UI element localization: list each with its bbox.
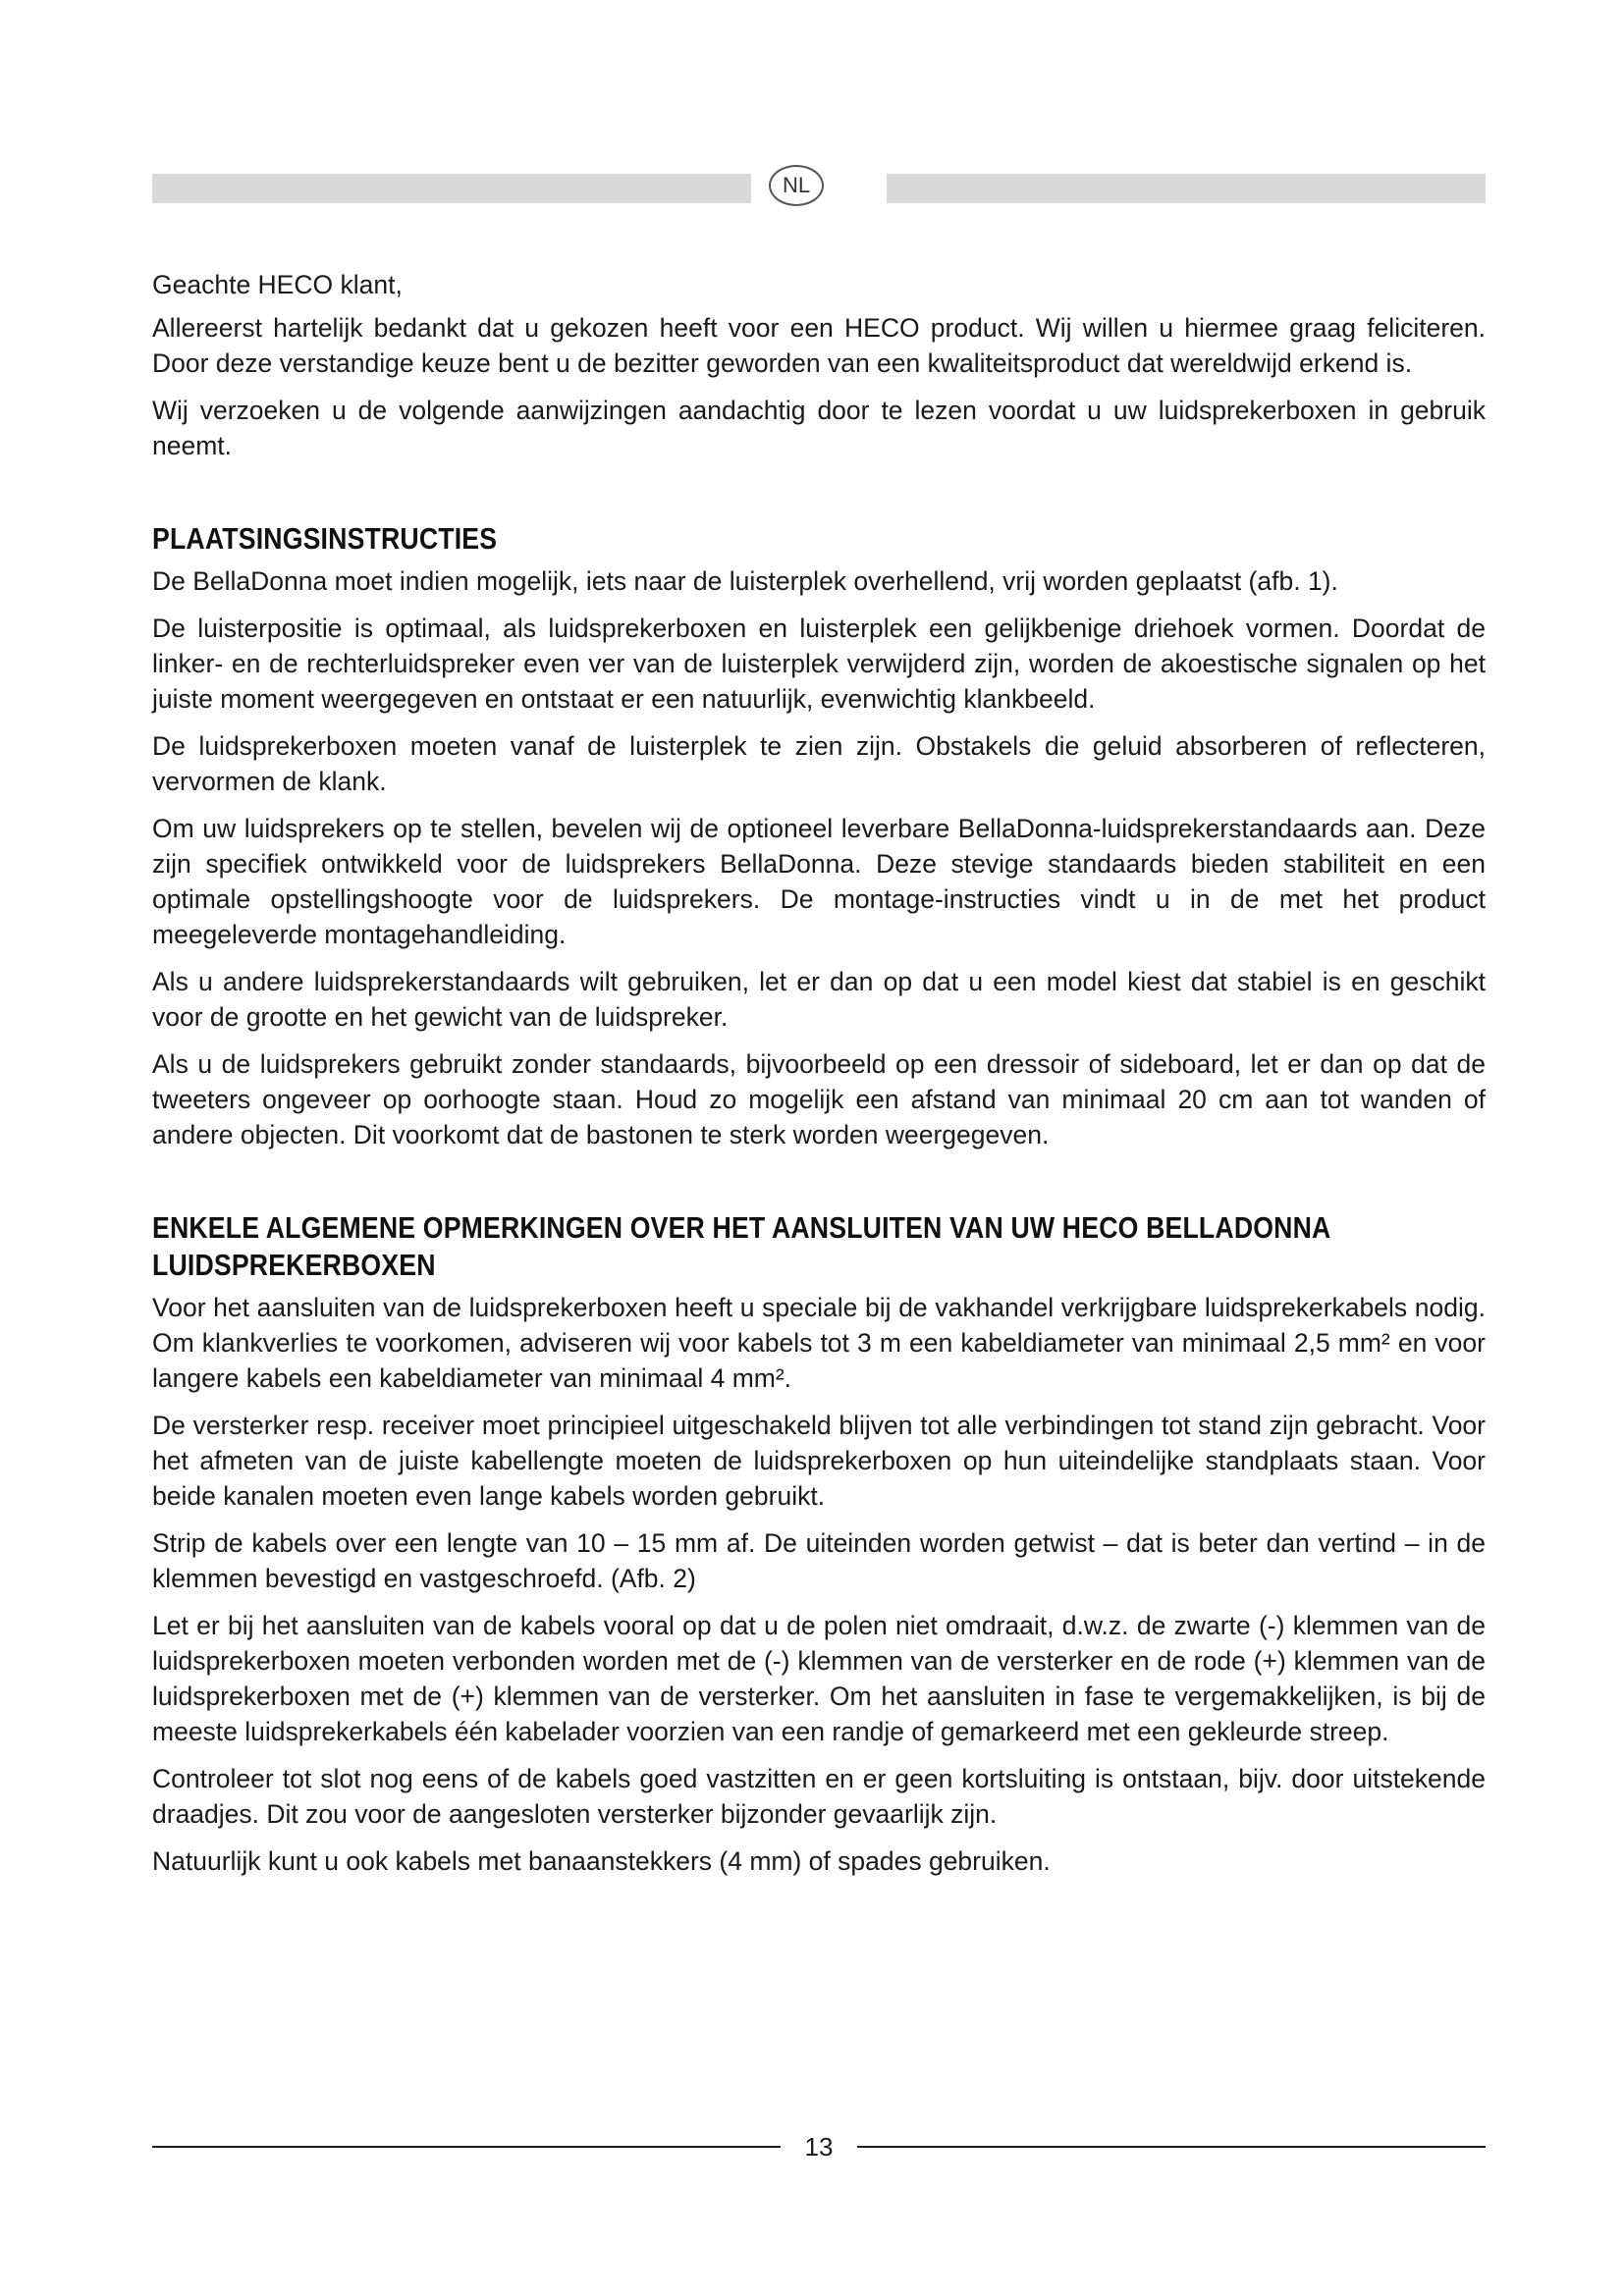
connection-paragraph: Let er bij het aansluiten van de kabels vooral op dat u de polen niet omdraait, d.w.z. de zwarte (-) klemmen van de luidsprekerboxen moeten verbonden worden met de (-) klemmen van de versterker en de rode (+) klemmen van de luidsprekerboxen met de (+) klemmen van de versterker. Om het aansluiten in fase te vergemakkelijken, is bij de meeste luidsprekerkabels één kabelader voorzien van een randje of gemarkeerd met een gekleurde streep. [152, 1611, 1486, 1746]
placement-paragraph: De luidsprekerboxen moeten vanaf de luisterplek te zien zijn. Obstakels die geluid absorberen of reflecteren, vervormen de klank. [152, 731, 1486, 796]
greeting: Geachte HECO klant, [152, 270, 403, 299]
section-heading-connection: ENKELE ALGEMENE OPMERKINGEN OVER HET AANSLUITEN VAN UW HECO BELLADONNA LUIDSPREKERBOXEN [152, 1210, 1330, 1282]
connection-paragraph: Controleer tot slot nog eens of de kabels goed vastzitten en er geen kortsluiting is ontstaan, bijv. door uitstekende draadjes. Dit zou voor de aangesloten versterker bijzonder gevaarlijk zijn. [152, 1764, 1486, 1829]
page-number: 13 [804, 2132, 834, 2162]
placement-paragraph: Om uw luidsprekers op te stellen, bevelen wij de optioneel leverbare BellaDonna-luidsprekerstandaards aan. Deze zijn specifiek ontwikkeld voor de luidsprekers BellaDonna. Deze stevige standaards bieden stabiliteit en een optimale opstellingshoogte voor de luidsprekers. De montage-instructies vindt u in de met het product meegeleverde montagehandleiding. [152, 814, 1486, 949]
placement-paragraph: Als u de luidsprekers gebruikt zonder standaards, bijvoorbeeld op een dressoir of sideboard, let er dan op dat de tweeters ongeveer op oorhoogte staan. Houd zo mogelijk een afstand van minimaal 20 cm aan tot wanden of andere objecten. Dit voorkomt dat de bastonen te sterk worden weergegeven. [152, 1049, 1486, 1149]
placement-paragraph: De BellaDonna moet indien mogelijk, iets naar de luisterplek overhellend, vrij worden geplaatst (afb. 1). [152, 566, 1338, 596]
section-heading-placement: PLAATSINGSINSTRUCTIES [152, 521, 498, 556]
connection-paragraph: Strip de kabels over een lengte van 10 – 15 mm af. De uiteinden worden getwist – dat is beter dan vertind – in de klemmen bevestigd en vastgeschroefd. (Afb. 2) [152, 1528, 1486, 1593]
intro-paragraph: Wij verzoeken u de volgende aanwijzingen aandachtig door te lezen voordat u uw luidsprekerboxen in gebruik neemt. [152, 396, 1486, 460]
language-header-bar [152, 174, 1486, 203]
page-content [152, 267, 1486, 1891]
connection-paragraph: Voor het aansluiten van de luidsprekerboxen heeft u speciale bij de vakhandel verkrijgbare luidsprekerkabels nodig. Om klankverlies te voorkomen, adviseren wij voor kabels tot 3 m een kabeldiameter van minimaal 2,5 mm² en voor langere kabels een kabeldiameter van minimaal 4 mm². [152, 1293, 1486, 1393]
connection-paragraph: Natuurlijk kunt u ook kabels met banaanstekkers (4 mm) of spades gebruiken. [152, 1846, 1051, 1876]
connection-paragraph: De versterker resp. receiver moet principieel uitgeschakeld blijven tot alle verbindingen tot stand zijn gebracht. Voor het afmeten van de juiste kabellengte moeten de luidsprekerboxen op hun uiteindelijke standplaats staan. Voor beide kanalen moeten even lange kabels worden gebruikt. [152, 1411, 1486, 1511]
placement-paragraph: Als u andere luidsprekerstandaards wilt gebruiken, let er dan op dat u een model kiest dat stabiel is en geschikt voor de grootte en het gewicht van de luidspreker. [152, 967, 1486, 1032]
placement-paragraph: De luisterpositie is optimaal, als luidsprekerboxen en luisterplek een gelijkbenige driehoek vormen. Doordat de linker- en de rechterluidspreker even ver van de luisterplek verwijderd zijn, worden de akoestische signalen op het juiste moment weergegeven en ontstaat er een natuurlijk, evenwichtig klankbeeld. [152, 614, 1486, 714]
header-rule-right [887, 174, 1486, 203]
header-rule-left [152, 174, 751, 203]
intro-paragraph: Allereerst hartelijk bedankt dat u gekozen heeft voor een HECO product. Wij willen u hiermee graag feliciteren. Door deze verstandige keuze bent u de bezitter geworden van een kwaliteitsproduct dat wereldwijd erkend is. [152, 313, 1486, 378]
footer-rule-right [857, 2146, 1486, 2148]
page-footer [152, 2130, 1486, 2165]
footer-rule-left [152, 2146, 781, 2148]
language-badge: NL [769, 165, 824, 206]
